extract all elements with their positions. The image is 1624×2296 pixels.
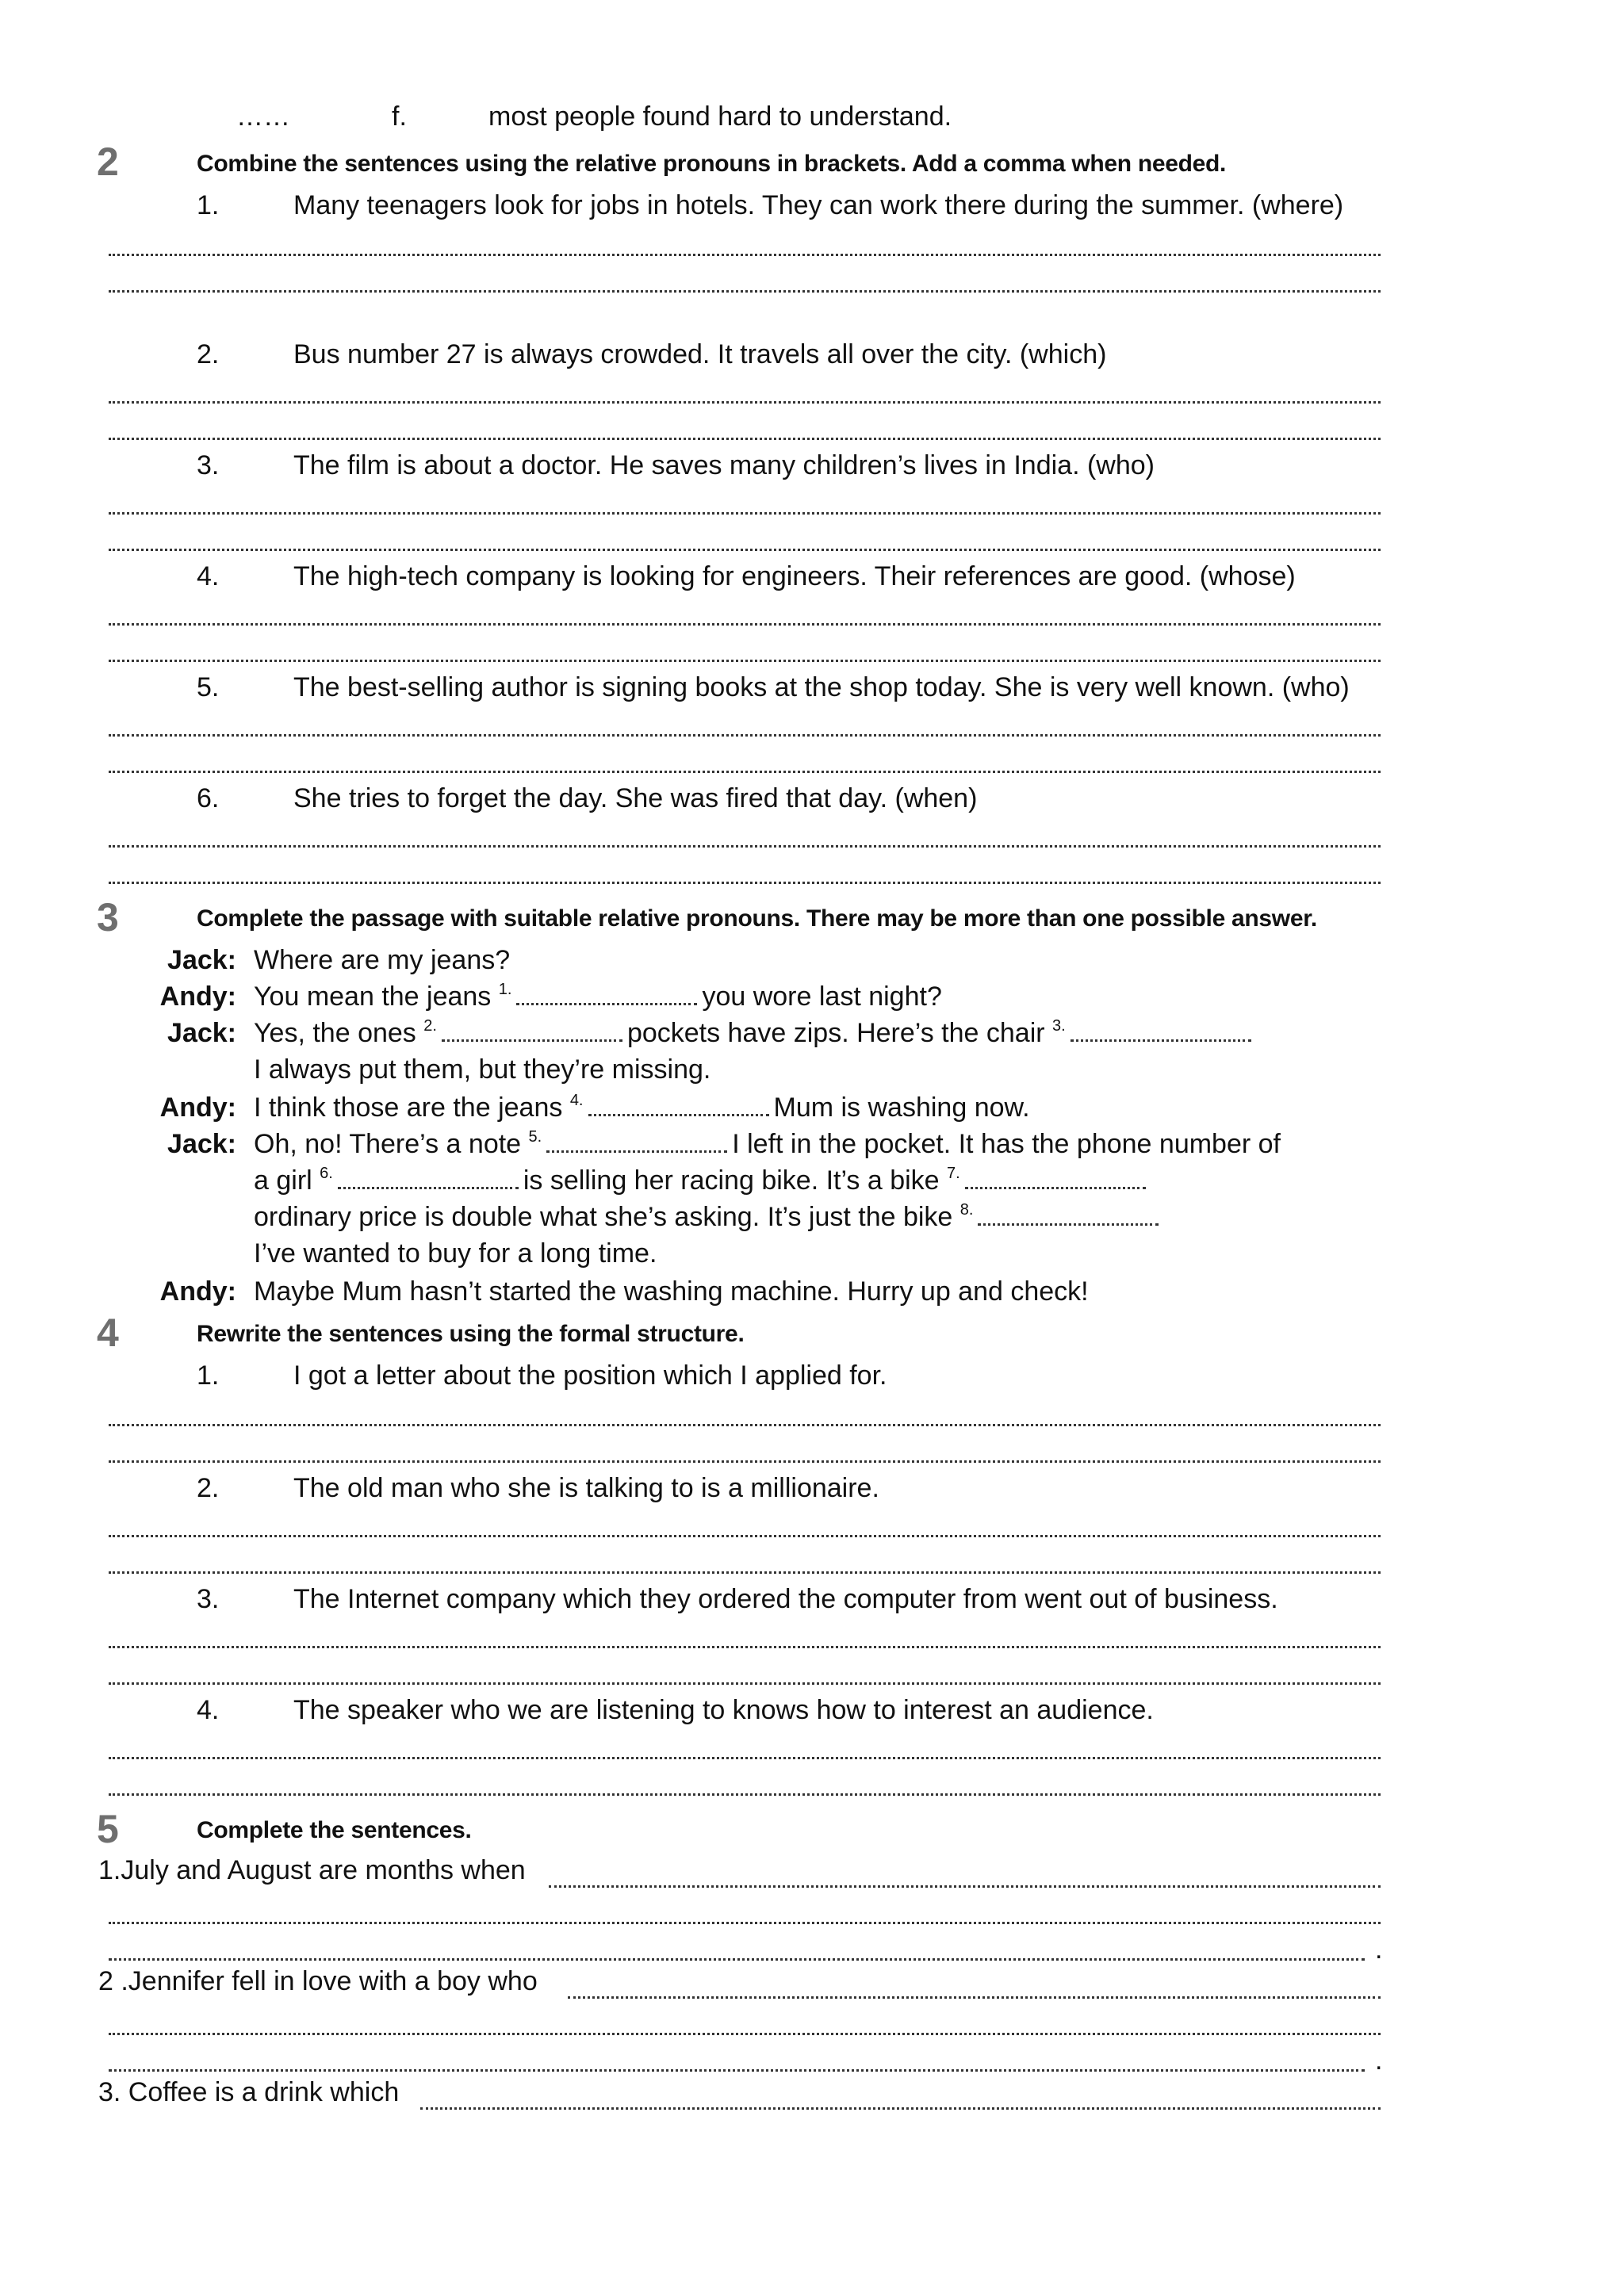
s2-item-5-number: 5. [197, 672, 220, 702]
gap-6-blank[interactable] [338, 1187, 519, 1189]
gap-2-number: 2. [423, 1017, 437, 1035]
s2-item-3-text: The film is about a doctor. He saves many children’s lives in India. (who) [293, 450, 1155, 480]
section-5-instruction: Complete the sentences. [197, 1817, 472, 1843]
speaker-jack: Jack: [167, 1018, 236, 1048]
gap-8-blank[interactable] [978, 1223, 1159, 1226]
s2-item-6-answer-line-1[interactable] [109, 845, 1381, 848]
s5-item-2-period: . [1375, 2045, 1383, 2076]
dialogue-line-4: I always put them, but they’re missing. [254, 1054, 711, 1085]
gap-7-blank[interactable] [965, 1187, 1146, 1189]
dialogue-line-2: You mean the jeans $^{1.}$ you wore last night? [254, 981, 942, 1012]
carry-over-letter: f. [392, 101, 407, 132]
section-2-number: 2 [97, 140, 119, 184]
speaker-andy: Andy: [159, 1093, 236, 1123]
s2-item-5-answer-line-1[interactable] [109, 734, 1381, 737]
s4-item-1-answer-line-1[interactable] [109, 1424, 1381, 1426]
s2-item-6-answer-line-2[interactable] [109, 882, 1381, 884]
section-3-number: 3 [97, 895, 119, 939]
section-4-number: 4 [97, 1311, 119, 1355]
s4-item-2-number: 2. [197, 1473, 220, 1503]
dialogue-line-9: I’ve wanted to buy for a long time. [254, 1238, 657, 1269]
s2-item-6-number: 6. [197, 783, 220, 813]
gap-1-number: 1. [498, 981, 512, 998]
s4-item-2-answer-line-1[interactable] [109, 1535, 1381, 1537]
gap-2-blank[interactable] [442, 1039, 622, 1042]
dialogue-line-5: I think those are the jeans $^{4.}$ Mum is washing now. [254, 1092, 1030, 1123]
s2-item-2-number: 2. [197, 339, 220, 369]
s4-item-1-answer-line-2[interactable] [109, 1460, 1381, 1463]
dialogue-line-7: a girl $^{6.}$ is selling her racing bike. It’s a bike $^{7.}$ [254, 1165, 1151, 1196]
dialogue-line-3: Yes, the ones $^{2.}$ pockets have zips. Here’s the chair $^{3.}$ [254, 1018, 1256, 1049]
s2-item-4-answer-line-2[interactable] [109, 660, 1381, 662]
gap-7-number: 7. [947, 1165, 960, 1182]
s4-item-2-answer-line-2[interactable] [109, 1571, 1381, 1574]
dialogue-line-6: Oh, no! There’s a note $^{5.}$ I left in the pocket. It has the phone number of [254, 1128, 1281, 1159]
speaker-jack: Jack: [167, 945, 236, 975]
s5-item-1-period: . [1375, 1934, 1383, 1965]
s4-item-1-number: 1. [197, 1360, 220, 1391]
s4-item-4-text: The speaker who we are listening to knows how to interest an audience. [293, 1695, 1154, 1725]
s2-item-1-answer-line-1[interactable] [109, 254, 1381, 256]
section-5-number: 5 [97, 1807, 119, 1851]
s2-item-1-answer-line-2[interactable] [109, 290, 1381, 293]
gap-5-blank[interactable] [546, 1150, 727, 1153]
gap-3-blank[interactable] [1071, 1039, 1251, 1042]
s5-item-3-answer-line-1[interactable] [420, 2107, 1381, 2110]
s2-item-3-answer-line-2[interactable] [109, 549, 1381, 551]
s5-item-2-answer-line-3[interactable] [109, 2069, 1365, 2072]
dialogue-line-8: ordinary price is double what she’s asking. It’s just the bike $^{8.}$ [254, 1202, 1163, 1233]
s4-item-4-number: 4. [197, 1695, 220, 1725]
carry-over-text: most people found hard to understand. [488, 101, 952, 132]
s2-item-3-number: 3. [197, 450, 220, 480]
gap-6-number: 6. [320, 1165, 333, 1182]
s2-item-6-text: She tries to forget the day. She was fired that day. (when) [293, 783, 978, 813]
gap-4-blank[interactable] [588, 1114, 769, 1116]
s5-item-1-answer-line-1[interactable] [549, 1885, 1381, 1888]
s4-item-1-text: I got a letter about the position which I applied for. [293, 1360, 887, 1391]
gap-3-number: 3. [1052, 1017, 1066, 1035]
s2-item-1-text: Many teenagers look for jobs in hotels. They can work there during the summer. (where) [293, 190, 1344, 220]
s4-item-3-answer-line-2[interactable] [109, 1682, 1381, 1685]
carry-over-dots: …… [236, 101, 290, 132]
s5-item-1-answer-line-3[interactable] [109, 1958, 1365, 1961]
gap-4-number: 4. [569, 1092, 584, 1109]
s2-item-5-answer-line-2[interactable] [109, 771, 1381, 773]
s2-item-2-answer-line-1[interactable] [109, 401, 1381, 404]
s4-item-4-answer-line-2[interactable] [109, 1793, 1381, 1796]
s4-item-3-answer-line-1[interactable] [109, 1646, 1381, 1648]
s4-item-3-number: 3. [197, 1584, 220, 1614]
gap-5-number: 5. [528, 1128, 542, 1146]
s4-item-4-answer-line-1[interactable] [109, 1757, 1381, 1759]
s4-item-3-text: The Internet company which they ordered the computer from went out of business. [293, 1584, 1278, 1614]
s5-item-2-answer-line-1[interactable] [568, 1996, 1381, 1999]
s5-item-2-text: 2 .Jennifer fell in love with a boy who [98, 1966, 538, 1996]
s2-item-5-text: The best-selling author is signing books at the shop today. She is very well known. (who) [293, 672, 1350, 702]
speaker-andy: Andy: [159, 982, 236, 1012]
dialogue-line-1: Where are my jeans? [254, 945, 511, 975]
gap-1-blank[interactable] [516, 1003, 697, 1005]
s2-item-3-answer-line-1[interactable] [109, 512, 1381, 515]
speaker-andy: Andy: [159, 1276, 236, 1307]
dialogue-line-10: Maybe Mum hasn’t started the washing machine. Hurry up and check! [254, 1276, 1089, 1307]
section-2-instruction: Combine the sentences using the relative pronouns in brackets. Add a comma when needed. [197, 151, 1227, 177]
s2-item-4-answer-line-1[interactable] [109, 623, 1381, 626]
s4-item-2-text: The old man who she is talking to is a millionaire. [293, 1473, 879, 1503]
s2-item-1-number: 1. [197, 190, 220, 220]
s5-item-2-answer-line-2[interactable] [109, 2033, 1381, 2035]
s5-item-1-text: 1.July and August are months when [98, 1855, 526, 1885]
s5-item-3-text: 3. Coffee is a drink which [98, 2077, 400, 2107]
s2-item-2-answer-line-2[interactable] [109, 438, 1381, 440]
s2-item-4-text: The high-tech company is looking for engineers. Their references are good. (whose) [293, 561, 1296, 591]
s2-item-4-number: 4. [197, 561, 220, 591]
section-4-instruction: Rewrite the sentences using the formal structure. [197, 1321, 745, 1347]
section-3-instruction: Complete the passage with suitable relative pronouns. There may be more than one possible answer. [197, 905, 1317, 932]
s2-item-2-text: Bus number 27 is always crowded. It travels all over the city. (which) [293, 339, 1107, 369]
s5-item-1-answer-line-2[interactable] [109, 1922, 1381, 1924]
speaker-jack: Jack: [167, 1129, 236, 1159]
gap-8-number: 8. [959, 1201, 974, 1219]
